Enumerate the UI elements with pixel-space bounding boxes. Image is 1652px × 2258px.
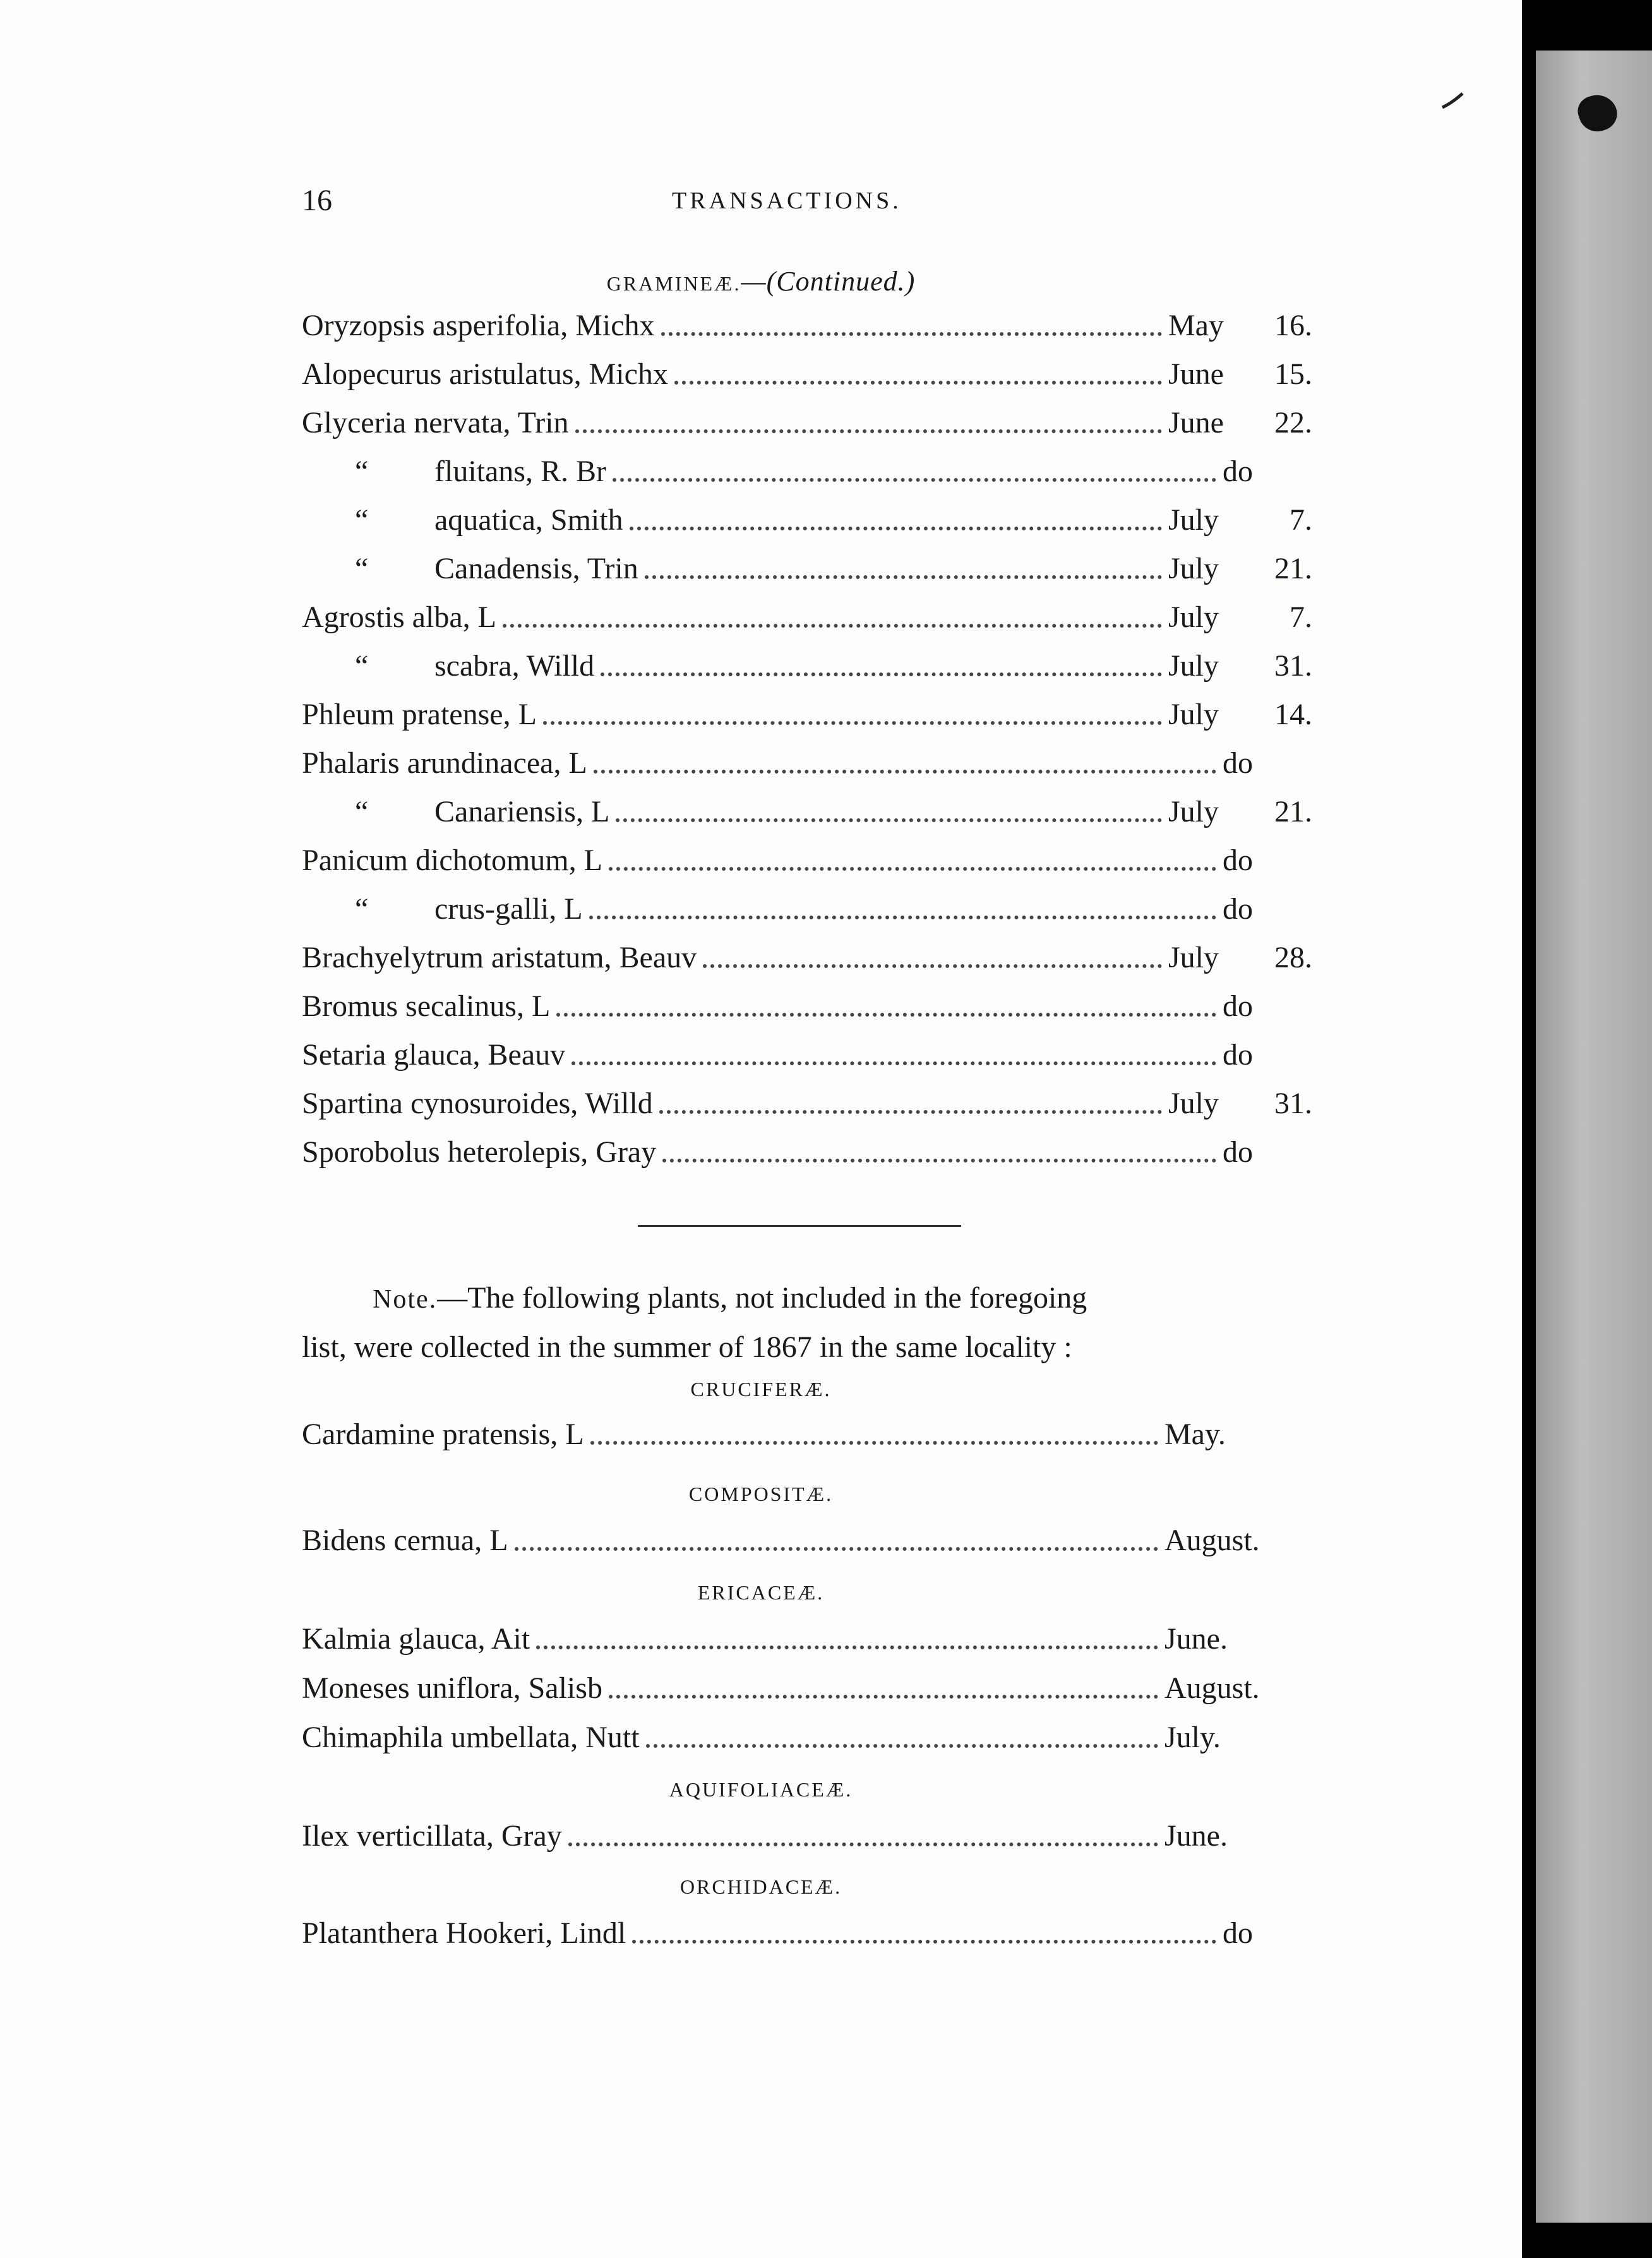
leader-dots	[703, 930, 1162, 968]
species-name: crus-galli, L	[434, 892, 583, 926]
species-name: fluitans, R. Br	[434, 455, 606, 488]
ditto-date: do	[1223, 1916, 1253, 1950]
adjacent-page-strip	[1536, 51, 1652, 2223]
flowering-month: August.	[1164, 1524, 1260, 1557]
flowering-month: July	[1168, 600, 1219, 634]
leader-dots	[674, 347, 1162, 385]
species-name: Oryzopsis asperifolia, Michx	[302, 309, 655, 342]
leader-dots	[609, 1661, 1158, 1699]
flowering-day: 31.	[1274, 649, 1312, 683]
flowering-month: June	[1168, 406, 1224, 439]
flowering-day: 15.	[1274, 357, 1312, 391]
note-line-2	[302, 1329, 1312, 1366]
leader-dots	[536, 1611, 1158, 1649]
species-row	[302, 744, 1312, 782]
page-number: 16	[302, 184, 332, 217]
ditto-mark: “	[355, 503, 369, 537]
flowering-month: July	[1168, 941, 1219, 974]
flowering-day: 16.	[1274, 309, 1312, 342]
species-row	[302, 1915, 1312, 1952]
ditto-mark: “	[355, 455, 369, 488]
species-name: Ilex verticillata, Gray	[302, 1819, 562, 1853]
flowering-month: July	[1168, 1087, 1219, 1120]
ditto-mark: “	[355, 795, 369, 828]
species-row	[302, 1036, 1312, 1074]
species-name: Bidens cernua, L	[302, 1524, 508, 1557]
ditto-date: do	[1223, 1135, 1253, 1169]
flowering-month: May	[1168, 309, 1224, 342]
leader-dots	[568, 1808, 1158, 1846]
species-name: Kalmia glauca, Ait	[302, 1622, 530, 1656]
species-name: Cardamine pratensis, L	[302, 1418, 584, 1451]
running-title: TRANSACTIONS.	[672, 188, 902, 214]
species-name: aquatica, Smith	[434, 503, 623, 537]
family-heading-gramineae	[0, 265, 1522, 297]
species-row	[302, 307, 1312, 345]
species-name: Alopecurus aristulatus, Michx	[302, 357, 668, 391]
family-heading: CRUCIFERÆ.	[690, 1378, 832, 1401]
leader-dots	[645, 541, 1162, 579]
flowering-month: August.	[1164, 1671, 1260, 1705]
family-name: GRAMINEÆ.	[606, 272, 741, 295]
note-text-2: list, were collected in the summer of 1867 in the same locality :	[302, 1330, 1072, 1364]
family-heading: COMPOSITÆ.	[688, 1483, 834, 1505]
family-heading: AQUIFOLIACEÆ.	[669, 1778, 853, 1801]
species-name: Glyceria nervata, Trin	[302, 406, 569, 439]
species-row	[302, 696, 1312, 734]
species-row	[302, 647, 1312, 685]
species-name: Platanthera Hookeri, Lindl	[302, 1916, 626, 1950]
species-row	[302, 355, 1312, 393]
species-row	[302, 1620, 1312, 1658]
species-row	[302, 988, 1312, 1025]
flowering-month: July	[1168, 552, 1219, 585]
flowering-day: 22.	[1274, 406, 1312, 439]
leader-dots	[646, 1710, 1158, 1748]
leader-dots	[632, 1906, 1216, 1944]
species-row	[302, 1133, 1312, 1171]
ditto-mark: “	[355, 552, 369, 585]
leader-dots	[543, 687, 1162, 725]
ditto-mark: “	[355, 649, 369, 683]
species-name: Spartina cynosuroides, Willd	[302, 1087, 653, 1120]
species-name: Canariensis, L	[434, 795, 610, 828]
species-name: Phalaris arundinacea, L	[302, 746, 587, 780]
species-name: Moneses uniflora, Salisb	[302, 1671, 602, 1705]
leader-dots	[503, 590, 1162, 628]
species-name: Bromus secalinus, L	[302, 989, 551, 1023]
margin-tick-mark	[1440, 88, 1465, 114]
section-divider-rule	[638, 1225, 961, 1227]
ditto-date: do	[1223, 746, 1253, 780]
leader-dots	[616, 784, 1162, 822]
ditto-date: do	[1223, 1038, 1253, 1072]
leader-dots	[594, 736, 1216, 774]
species-row	[302, 550, 1312, 588]
ditto-date: do	[1223, 989, 1253, 1023]
leader-dots	[630, 493, 1162, 530]
species-name: Brachyelytrum aristatum, Beauv	[302, 941, 697, 974]
species-row	[302, 939, 1312, 977]
family-heading: ORCHIDACEÆ.	[679, 1875, 842, 1898]
family-heading: ERICACEÆ.	[697, 1581, 825, 1604]
ditto-date: do	[1223, 455, 1253, 488]
ditto-mark: “	[355, 892, 369, 926]
flowering-day: 7.	[1290, 600, 1312, 634]
leader-dots	[609, 833, 1216, 871]
flowering-month: June	[1168, 357, 1224, 391]
note-line-1	[302, 1279, 1312, 1318]
leader-dots	[601, 638, 1162, 676]
species-name: Sporobolus heterolepis, Gray	[302, 1135, 657, 1169]
species-name: Chimaphila umbellata, Nutt	[302, 1721, 640, 1754]
flowering-day: 7.	[1290, 503, 1312, 537]
species-row	[302, 1085, 1312, 1123]
species-name: Agrostis alba, L	[302, 600, 496, 634]
flowering-day: 28.	[1274, 941, 1312, 974]
species-row	[302, 501, 1312, 539]
leader-dots	[575, 395, 1162, 433]
ditto-date: do	[1223, 844, 1253, 877]
species-row	[302, 1670, 1312, 1707]
continued-label: —(Continued.)	[741, 266, 916, 297]
leader-dots	[556, 979, 1216, 1017]
species-name: Setaria glauca, Beauv	[302, 1038, 566, 1072]
leader-dots	[661, 298, 1162, 336]
flowering-month: June.	[1164, 1622, 1228, 1656]
flowering-month: July	[1168, 649, 1219, 683]
flowering-month: May.	[1164, 1418, 1226, 1451]
species-row	[302, 599, 1312, 636]
note-label: Note.	[373, 1285, 438, 1314]
leader-dots	[572, 1027, 1216, 1065]
species-row	[302, 890, 1312, 928]
flowering-day: 31.	[1274, 1087, 1312, 1120]
leader-dots	[662, 1125, 1216, 1162]
leader-dots	[590, 1407, 1158, 1445]
ditto-date: do	[1223, 892, 1253, 926]
flowering-month: July	[1168, 795, 1219, 828]
flowering-day: 21.	[1274, 552, 1312, 585]
leader-dots	[589, 881, 1216, 919]
species-row	[302, 1416, 1312, 1454]
page-header	[0, 183, 1522, 234]
leader-dots	[515, 1513, 1158, 1551]
species-row	[302, 842, 1312, 880]
species-row	[302, 793, 1312, 831]
leader-dots	[613, 444, 1216, 482]
leader-dots	[659, 1076, 1162, 1114]
species-name: Panicum dichotomum, L	[302, 844, 602, 877]
species-name: scabra, Willd	[434, 649, 595, 683]
species-row	[302, 453, 1312, 491]
species-row	[302, 1719, 1312, 1757]
species-row	[302, 1817, 1312, 1855]
flowering-month: July.	[1164, 1721, 1221, 1754]
note-text-1: —The following plants, not included in the foregoing	[437, 1281, 1087, 1315]
flowering-day: 21.	[1274, 795, 1312, 828]
flowering-month: July	[1168, 503, 1219, 537]
flowering-month: June.	[1164, 1819, 1228, 1853]
species-name: Phleum pratense, L	[302, 698, 537, 731]
species-row	[302, 404, 1312, 442]
species-name: Canadensis, Trin	[434, 552, 638, 585]
flowering-month: July	[1168, 698, 1219, 731]
species-row	[302, 1522, 1312, 1560]
flowering-day: 14.	[1274, 698, 1312, 731]
